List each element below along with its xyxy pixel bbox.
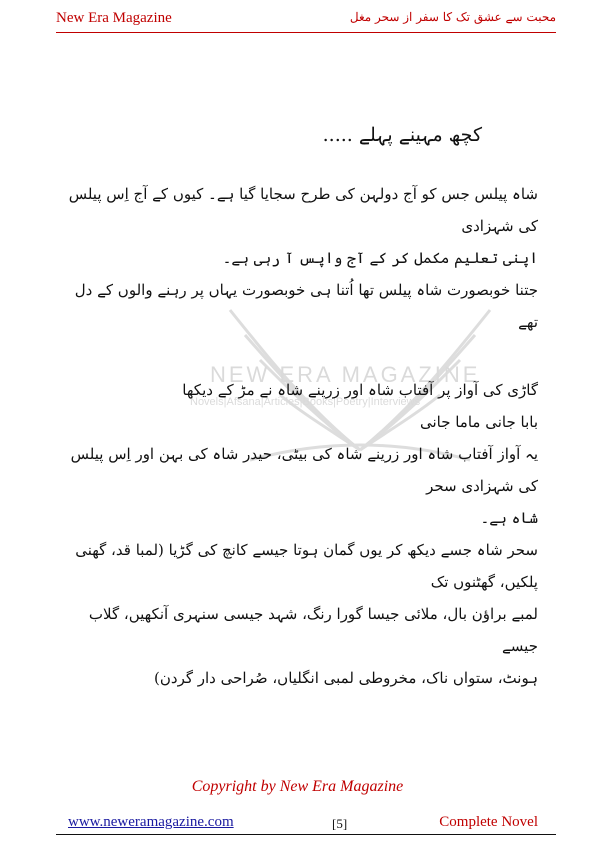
novel-content [56, 120, 538, 694]
text-line: گاڑی کی آواز پر آفتاب شاہ اور زرینے شاہ نے مڑ کے دیکھا [182, 381, 538, 399]
text-line: بابا جانی ماما جانی [419, 413, 538, 431]
text-line: شاہ پیلس جس کو آج دولہن کی طرح سجایا گیا ہے۔ کیوں کے آج اِس پیلس کی شہزادی [68, 185, 538, 235]
watermark-text: NEW ERA MAGAZINE [210, 362, 481, 387]
watermark-tagline: Novels|Afsana|Articles|Books|Poetry|Interviews [190, 396, 421, 408]
page-footer [68, 814, 538, 836]
text-line: اپنی تعلیم مکمل کر کے آج واپس آ رہی ہے۔ [222, 249, 538, 267]
footer-title: Complete Novel [439, 814, 538, 830]
header-divider [56, 32, 556, 33]
page-number: [5] [332, 816, 348, 831]
paragraph-1 [56, 178, 538, 338]
text-line: جتنا خوبصورت شاہ پیلس تھا اُتنا ہی خوبصورت یہاں پر رہنے والوں کے دل تھے [74, 281, 538, 331]
text-line: لمبے براؤن بال، ملائی جیسا گورا رنگ، شہد جیسی سنہری آنکھیں، گلاب جیسے [88, 605, 538, 655]
text-line: ہونٹ، ستواں ناک، مخروطی لمبی انگلیاں، صُراحی دار گردن) [154, 669, 538, 687]
magazine-name: New Era Magazine [56, 10, 172, 26]
copyright-notice: Copyright by New Era Magazine [191, 778, 404, 795]
page-header [56, 10, 556, 32]
text-line: سحر شاہ جسے دیکھ کر یوں گمان ہوتا جیسے کانچ کی گڑیا (لمبا قد، گھنی پلکیں، گھٹنوں تک [75, 541, 538, 591]
text-line: یہ آواز آفتاب شاہ اور زرینے شاہ کی بیٹی، حیدر شاہ کی بہن اور اِس پیلس کی شہزادی سحر [70, 445, 538, 495]
section-heading: کچھ مہینے پہلے ..... [322, 124, 482, 146]
website-link[interactable]: www.neweramagazine.com [68, 814, 234, 830]
text-line: شاہ ہے۔ [480, 509, 538, 527]
paragraph-2 [56, 374, 538, 534]
paragraph-3 [56, 534, 538, 694]
footer-divider [56, 834, 556, 835]
novel-title: محبت سے عشق تک کا سفر از سحر مغل [349, 10, 556, 24]
